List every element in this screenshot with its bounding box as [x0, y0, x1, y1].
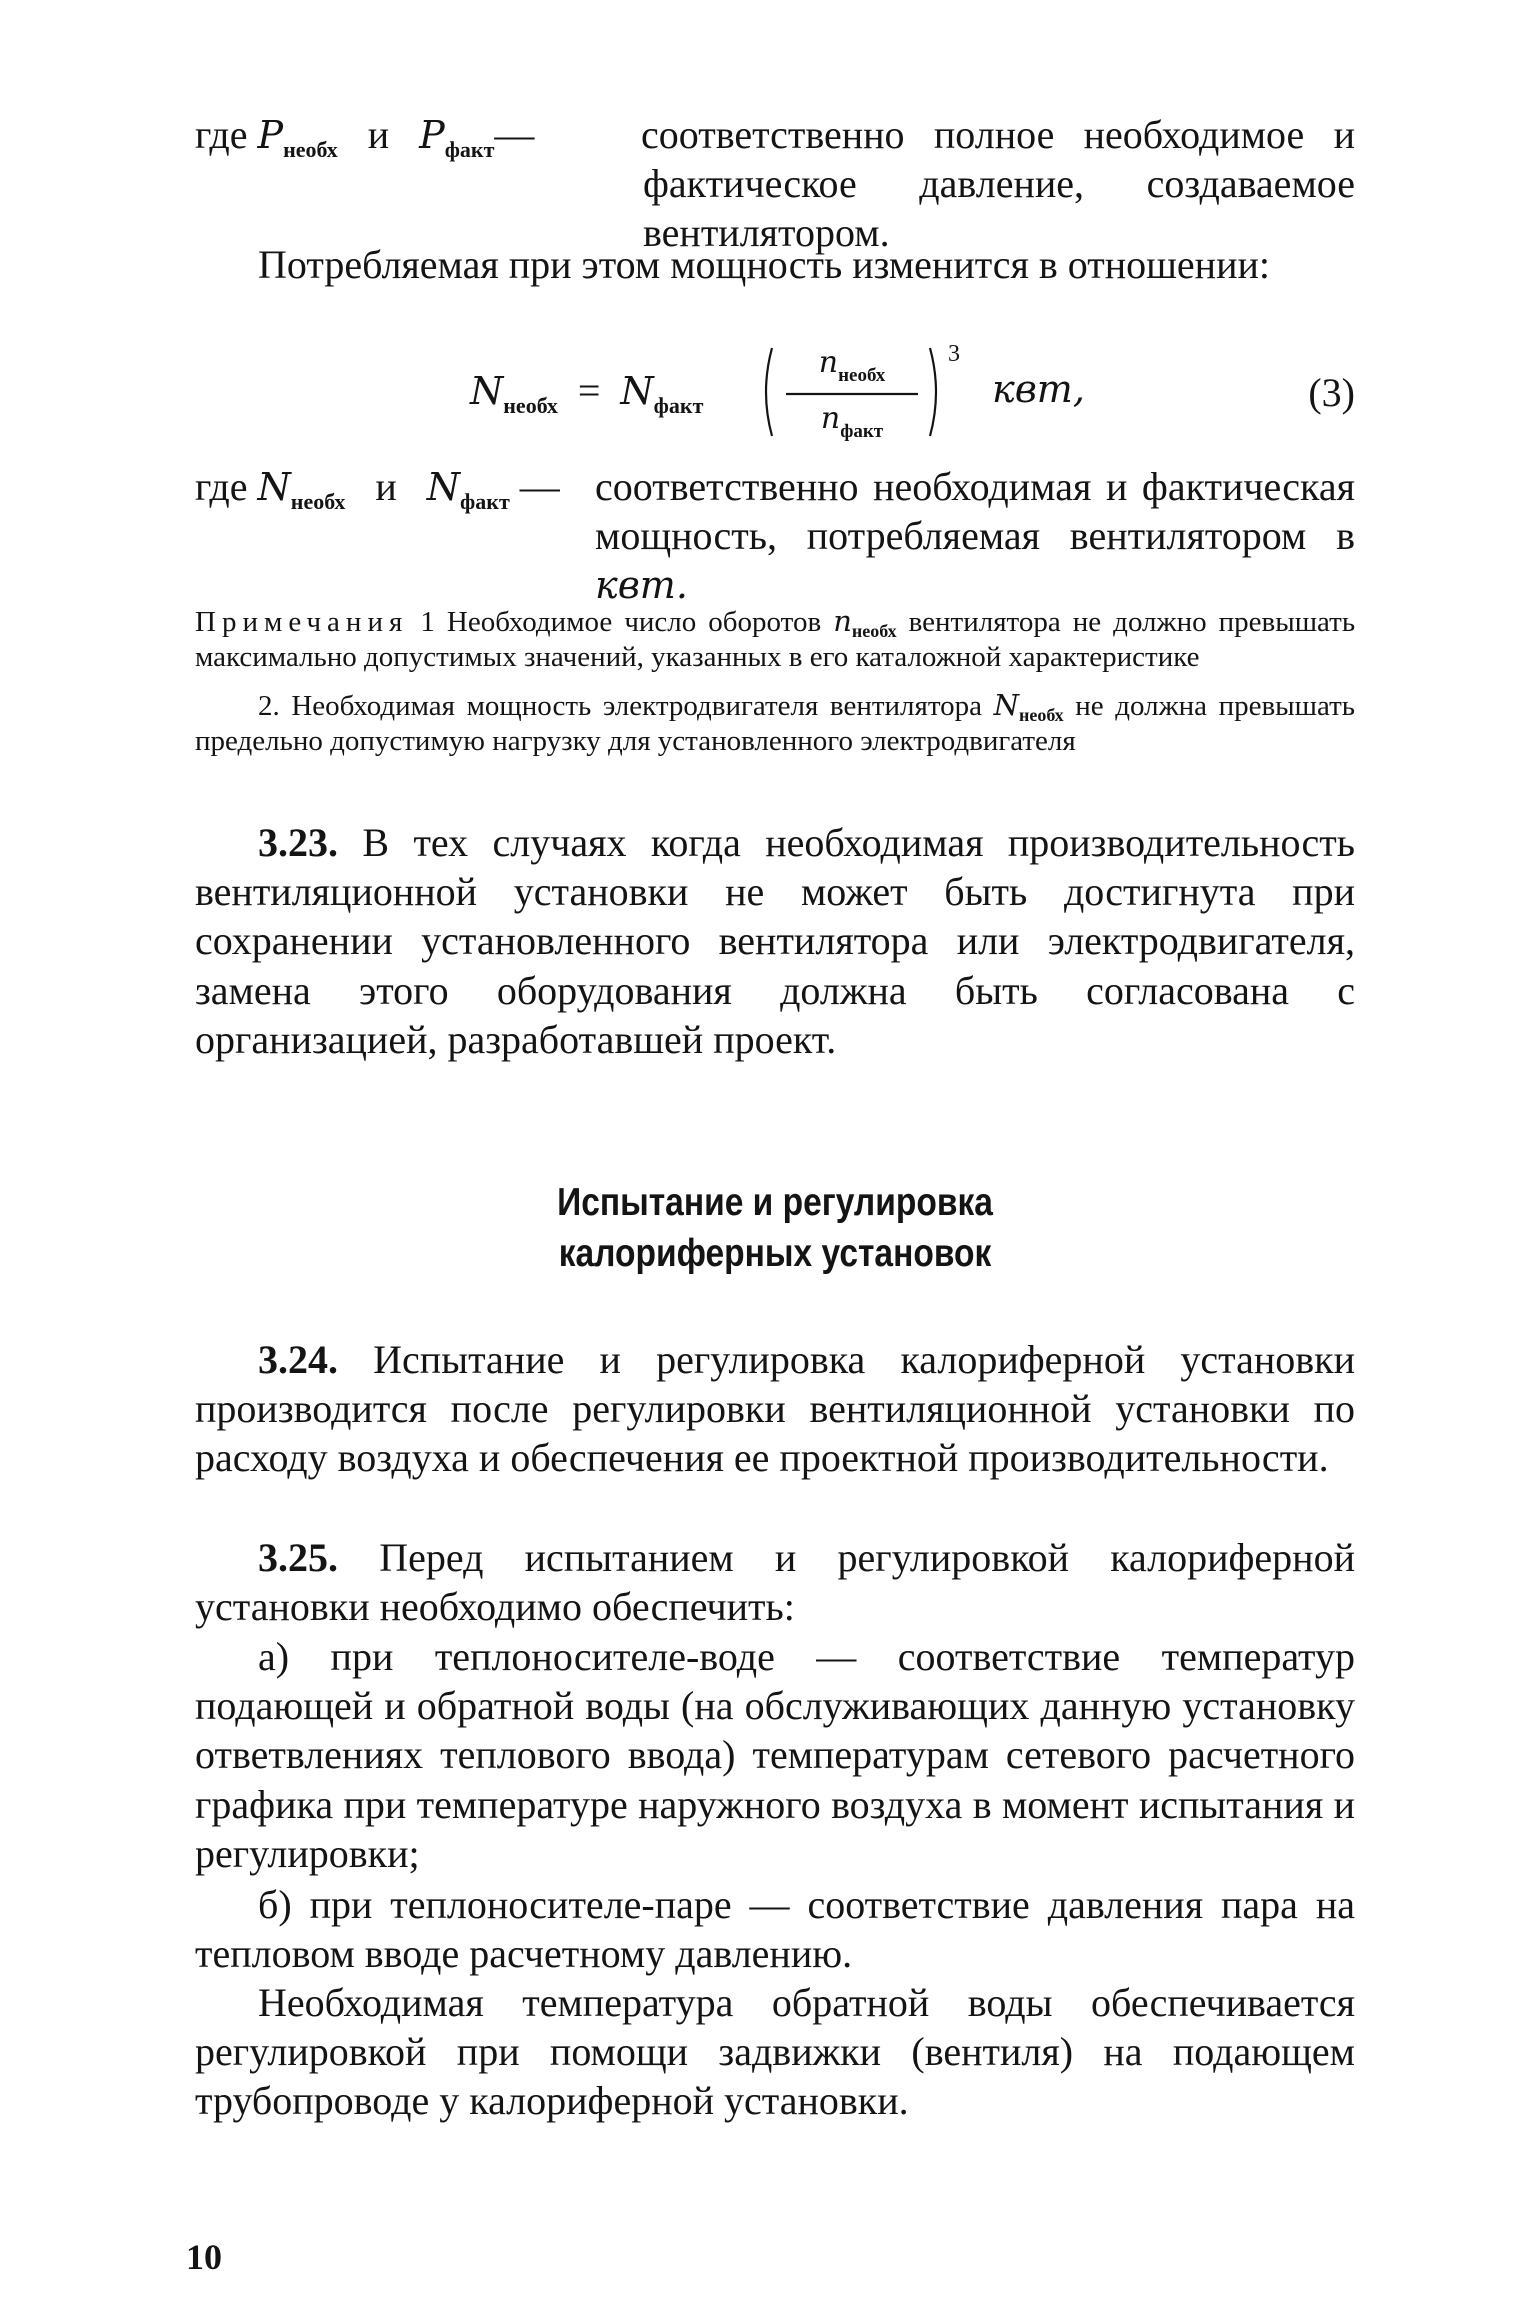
clause-number: 3.23. [258, 820, 338, 865]
clause-number: 3.25. [258, 1535, 338, 1580]
symbol-p-actual: P [419, 113, 445, 157]
symbol-n-required: N [470, 369, 504, 413]
paragraph-3-24 [195, 1335, 1355, 1483]
note-2 [195, 688, 1355, 760]
equals-sign: = [577, 368, 601, 413]
clause-text: Испытание и регулировка калориферной установки производится после регулировки вентиляционной установки по расходу воздуха и обеспечения ее проектной производительности. [195, 1337, 1356, 1481]
paragraph-3-23 [195, 818, 1355, 1064]
symbol-n-power: N [993, 687, 1019, 722]
paragraph-3-25 [195, 1533, 1355, 1631]
subscript-actual: факт [653, 393, 704, 418]
definition-term [195, 462, 560, 514]
note-1-text-b: вентилятора не должно превышать максимально допустимых значений, указанных в его каталожной характеристике [195, 606, 1356, 674]
unit-kw: квт, [992, 367, 1085, 411]
right-paren [930, 348, 936, 436]
list-item-b: б) при теплоносителе-паре — соответствие давления пара на тепловом вводе расчетному давлению. [195, 1882, 1355, 1977]
symbol-p-required: P [257, 113, 284, 157]
definition-term [195, 110, 535, 162]
heading-line-2: калориферных установок [558, 1231, 992, 1275]
left-paren [766, 348, 772, 436]
subscript-required: необх [283, 137, 338, 162]
formula-lhs [470, 366, 704, 418]
symbol-n-required: N [257, 465, 291, 509]
note-1-text-a: Необходимое число оборотов [446, 606, 822, 638]
subscript-required: необх [838, 365, 886, 386]
word-and: и [375, 464, 397, 509]
section-heading [276, 1178, 1274, 1279]
exponent: 3 [948, 341, 960, 367]
paragraph-power: Потребляемая при этом мощность изменится в отношении: [258, 242, 1270, 287]
equation-number: (3) [1308, 370, 1355, 415]
formula-3 [470, 340, 1355, 445]
definition-text: соответственно полное необходимое и фактическое давление, создаваемое вентилятором. [641, 112, 1355, 256]
note-2-text-a: 2. Необходимая мощность электродвигателя вентилятора [258, 689, 983, 722]
note-1 [195, 604, 1355, 676]
fraction-denominator [786, 396, 918, 440]
unit-kw: квт. [595, 563, 688, 608]
subscript-actual: факт [840, 421, 884, 442]
page-number: 10 [186, 2237, 222, 2277]
notes [195, 604, 1355, 760]
word-where: где [195, 464, 248, 509]
subscript-actual: факт [460, 489, 510, 514]
clause-number: 3.24. [258, 1337, 338, 1382]
definition-pressure [195, 110, 1355, 260]
subscript-required: необх [1018, 704, 1064, 725]
heading-line-1: Испытание и регулировка [557, 1181, 993, 1224]
notes-label: Примечания [195, 606, 409, 638]
symbol-n-actual: N [426, 465, 461, 509]
symbol-n-speed: n [833, 604, 852, 638]
word-where: где [195, 112, 248, 157]
note-2-text-b: не должна превышать предельно допустимую нагрузку для установленного электродвигателя [195, 689, 1356, 758]
symbol-n-speed-actual: n [820, 401, 841, 436]
dash: — [519, 464, 560, 509]
definition-text [595, 462, 1355, 610]
symbol-n-actual: N [620, 369, 654, 413]
symbol-n-speed-required: n [818, 345, 839, 380]
definition-text-body: соответственно необходимая и фактическая мощность, потребляемая вентилятором в [595, 464, 1355, 559]
dash: — [494, 112, 535, 157]
list-item-a: а) при теплоносителе-воде — соответствие температур подающей и обратной воды (на обслуживающих данную установку ответвлениях теплового ввода) температурам сетевого расчетного графика при температуре наружного воздуха в момент испытания и регулировки; [195, 1634, 1355, 1876]
subscript-actual: факт [444, 137, 495, 162]
note-1-number: 1 [420, 606, 435, 638]
word-and: и [367, 112, 390, 157]
subscript-required: необх [503, 393, 558, 418]
subscript-required: необх [851, 621, 897, 641]
subscript-required: необх [290, 489, 346, 514]
fraction-numerator [786, 340, 918, 384]
clause-text: В тех случаях когда необходимая производительность вентиляционной установки не может быть достигнута при сохранении установленного вентилятора или электродвигателя, замена этого оборудования должна быть согласована с организацией, разработавшей проект. [195, 820, 1356, 1062]
definition-power [195, 462, 1355, 612]
clause-text: Перед испытанием и регулировкой калориферной установки необходимо обеспечить: [195, 1535, 1355, 1630]
paragraph-return-water: Необходимая температура обратной воды обеспечивается регулировкой при помощи задвижки (вентиля) на подающем трубопроводе у калориферной установки. [195, 1980, 1355, 2124]
